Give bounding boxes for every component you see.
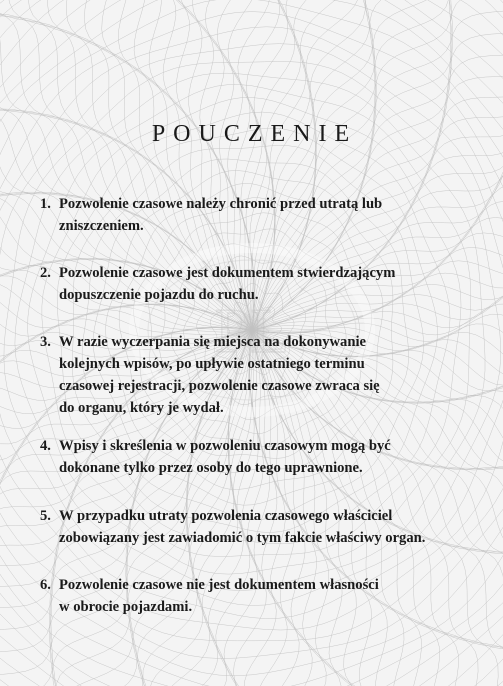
instruction-text: Pozwolenie czasowe jest dokumentem stwierdzającym dopuszczenie pojazdu do ruchu.: [59, 265, 396, 303]
instruction-number: 5.: [40, 508, 51, 524]
instruction-item-2: [40, 262, 480, 306]
instruction-number: 3.: [40, 334, 51, 350]
instruction-number: 6.: [40, 577, 51, 593]
instruction-text: Pozwolenie czasowe nie jest dokumentem własności w obrocie pojazdami.: [59, 577, 379, 615]
document-title: POUCZENIE: [151, 121, 358, 147]
instruction-item-6: [40, 574, 480, 618]
instruction-text: Pozwolenie czasowe należy chronić przed utratą lub zniszczeniem.: [59, 196, 383, 234]
instruction-text: Wpisy i skreślenia w pozwoleniu czasowym mogą być dokonane tylko przez osoby do tego uprawnione.: [59, 438, 391, 476]
instruction-item-3: [40, 331, 480, 419]
instruction-item-5: [40, 505, 480, 549]
instruction-number: 1.: [40, 196, 51, 212]
instruction-text: W razie wyczerpania się miejsca na dokonywanie kolejnych wpisów, po upływie ostatniego terminu czasowej rejestracji, pozwolenie czasowe zwraca się do organu, który je wydał.: [59, 334, 380, 416]
instruction-number: 4.: [40, 438, 51, 454]
watermark-text: PL: [214, 295, 290, 366]
instruction-item-1: [40, 193, 480, 237]
instruction-item-4: [40, 435, 480, 479]
instruction-text: W przypadku utraty pozwolenia czasowego właściciel zobowiązany jest zawiadomić o tym fakcie właściwy organ.: [59, 508, 426, 546]
instruction-number: 2.: [40, 265, 51, 281]
